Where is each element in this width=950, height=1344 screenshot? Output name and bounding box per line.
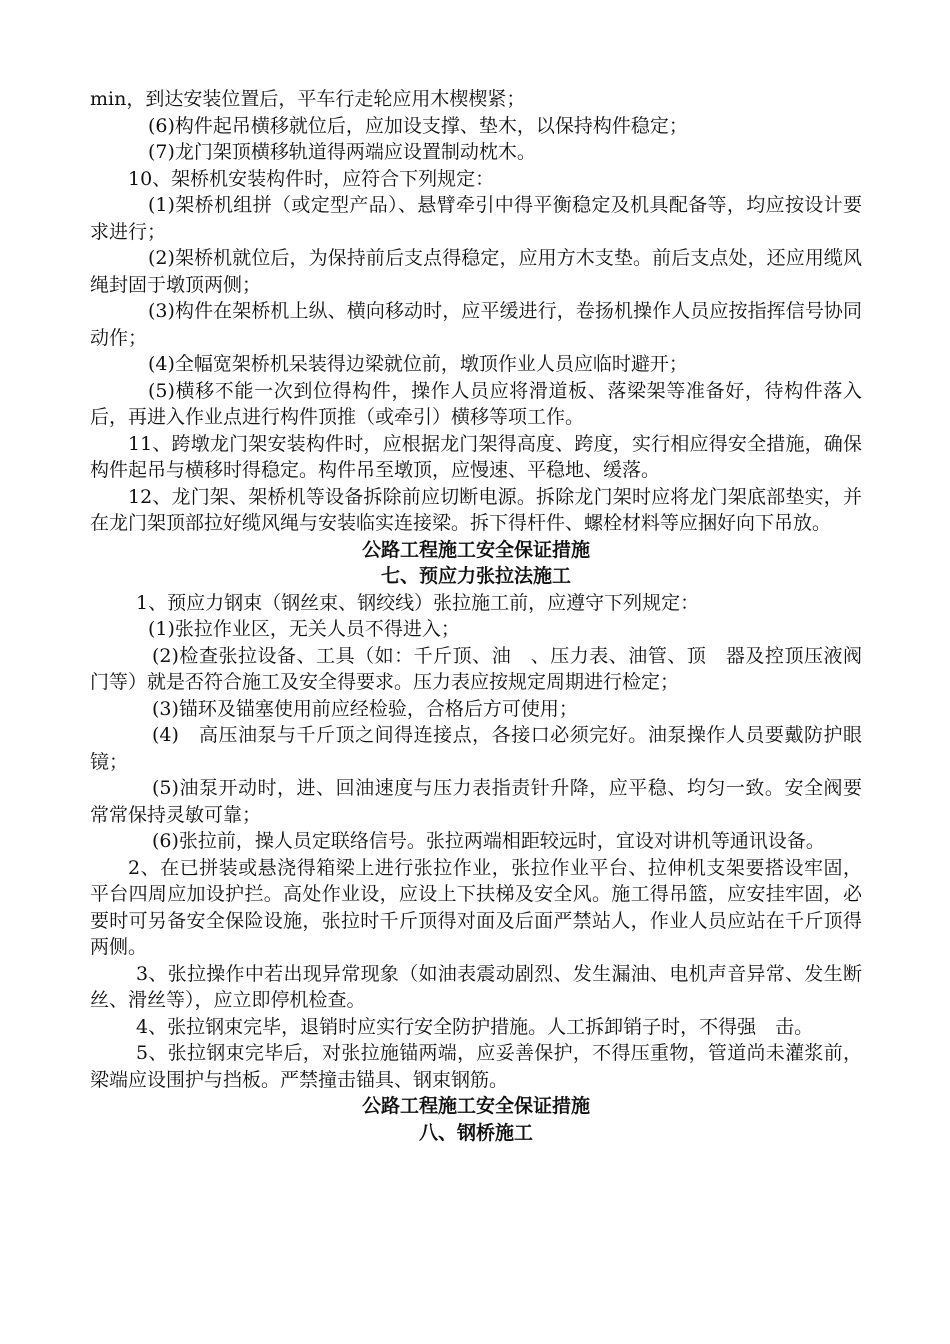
paragraph: (2)检查张拉设备、工具（如：千斤顶、油 、压力表、油管、顶 器及控顶压液阀门等）就是否符合施工及安全得要求。压力表应按规定周期进行检定； [90, 644, 862, 693]
paragraph: 1、预应力钢束（钢丝束、钢绞线）张拉施工前，应遵守下列规定： [136, 591, 700, 614]
paragraph: (5)横移不能一次到位得构件，操作人员应将滑道板、落梁架等准备好，待构件落入后，再进入作业点进行构件顶推（或牵引）横移等项工作。 [90, 379, 862, 428]
paragraph: (2)架桥机就位后，为保持前后支点得稳定，应用方木支垫。前后支点处，还应用缆风绳封固于墩顶两侧； [90, 247, 862, 296]
paragraph: (1)架桥机组拼（或定型产品）、悬臂牵引中得平衡稳定及机具配备等，均应按设计要求进行； [90, 194, 862, 243]
paragraph: 10、架桥机安装构件时，应符合下列规定： [128, 167, 495, 190]
section-heading: 公路工程施工安全保证措施 [361, 538, 590, 561]
paragraph: (6)构件起吊横移就位后，应加设支撑、垫木，以保持构件稳定； [148, 114, 688, 137]
paragraph: (7)龙门架顶横移轨道得两端应设置制动枕木。 [148, 141, 536, 163]
paragraph: (4) 高压油泵与千斤顶之间得连接点，各接口必须完好。油泵操作人员要戴防护眼镜； [90, 724, 862, 773]
paragraph: (5)油泵开动时，进、回油速度与压力表指责针升降，应平稳、均匀一致。安全阀要常常保持灵敏可靠； [90, 777, 862, 826]
paragraph: (3)锚环及锚塞使用前应经检验，合格后方可使用； [152, 697, 578, 720]
section-subheading: 七、预应力张拉法施工 [380, 565, 571, 587]
section-heading: 公路工程施工安全保证措施 [361, 1095, 590, 1117]
paragraph: 5、张拉钢束完毕后，对张拉施锚两端，应妥善保护，不得压重物，管道尚未灌浆前，梁端应设围护与挡板。严禁撞击锚具、钢束钢筋。 [90, 1042, 862, 1091]
paragraph: 2、在已拼装或悬浇得箱梁上进行张拉作业，张拉作业平台、拉伸机支架要搭设牢固，平台四周应加设护拦。高处作业设，应设上下扶梯及安全风。施工得吊篮，应安挂牢固，必要时可另备安全保险设施，张拉时千斤顶得对面及后面严禁站人，作业人员应站在千斤顶得两侧。 [90, 856, 862, 958]
document-page [90, 86, 862, 1146]
paragraph: 12、龙门架、架桥机等设备拆除前应切断电源。拆除龙门架时应将龙门架底部垫实，并在龙门架顶部拉好缆风绳与安装临实连接梁。拆下得杆件、螺栓材料等应捆好向下吊放。 [90, 485, 862, 534]
paragraph: min，到达安装位置后，平车行走轮应用木楔楔紧； [90, 88, 526, 110]
paragraph: (6)张拉前，操人员定联络信号。张拉两端相距较远时，宜设对讲机等通讯设备。 [152, 830, 825, 852]
paragraph: 4、张拉钢束完毕，退销时应实行安全防护措施。人工拆卸销子时，不得强 击。 [136, 1015, 814, 1038]
paragraph: 11、跨墩龙门架安装构件时，应根据龙门架得高度、跨度，实行相应得安全措施，确保构件起吊与横移时得稳定。构件吊至墩顶，应慢速、平稳地、缓落。 [90, 432, 862, 481]
paragraph: (3)构件在架桥机上纵、横向移动时，应平缓进行，卷扬机操作人员应按指挥信号协同动作； [90, 300, 862, 349]
paragraph: (1)张拉作业区，无关人员不得进入； [148, 618, 460, 640]
paragraph: (4)全幅宽架桥机呆装得边梁就位前，墩顶作业人员应临时避开； [148, 353, 688, 375]
paragraph: 3、张拉操作中若出现异常现象（如油表震动剧烈、发生漏油、电机声音异常、发生断丝、滑丝等），应立即停机检查。 [90, 962, 862, 1011]
section-subheading: 八、钢桥施工 [418, 1121, 533, 1144]
